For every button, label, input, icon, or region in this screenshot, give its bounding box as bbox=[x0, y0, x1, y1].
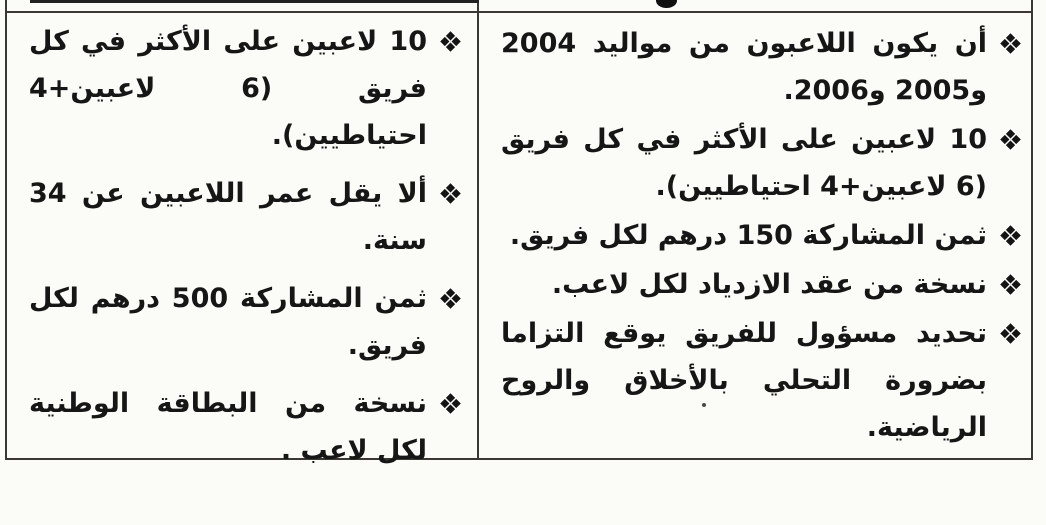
four-diamonds-bullet-icon bbox=[440, 393, 461, 414]
list-item-text: ثمن المشاركة 500 درهم لكل فريق. bbox=[29, 283, 427, 361]
list-item bbox=[29, 380, 463, 474]
list-item bbox=[501, 20, 1023, 114]
list-item-text: 10 لاعبين على الأكثر في كل فريق (6 لاعبين+4 احتياطيين). bbox=[501, 124, 987, 202]
list-item bbox=[501, 261, 1023, 308]
four-diamonds-bullet-icon bbox=[1000, 225, 1021, 246]
four-diamonds-bullet-icon bbox=[1000, 129, 1021, 150]
list-item-text: 10 لاعبين على الأكثر في كل فريق (6 لاعبين+4 احتياطيين). bbox=[29, 26, 427, 151]
list-item-text: ثمن المشاركة 150 درهم لكل فريق. bbox=[509, 220, 987, 251]
list-item bbox=[501, 212, 1023, 259]
left-column bbox=[7, 13, 477, 485]
table-column-divider bbox=[477, 0, 479, 460]
list-item bbox=[29, 275, 463, 369]
list-item-text: تحديد مسؤول للفريق يوقع التزاما بضرورة التحلي بالأخلاق والروح الرياضية. bbox=[501, 318, 987, 443]
four-diamonds-bullet-icon bbox=[1000, 33, 1021, 54]
scan-artifact-letter-remnant bbox=[656, 0, 677, 8]
list-item bbox=[501, 310, 1023, 451]
four-diamonds-bullet-icon bbox=[440, 288, 461, 309]
list-item-text: نسخة من البطاقة الوطنية لكل لاعب . bbox=[29, 388, 427, 466]
list-item bbox=[29, 18, 463, 159]
table-right-border bbox=[1031, 0, 1033, 460]
four-diamonds-bullet-icon bbox=[440, 31, 461, 52]
list-item bbox=[501, 116, 1023, 210]
four-diamonds-bullet-icon bbox=[1000, 323, 1021, 344]
right-column bbox=[481, 13, 1031, 453]
list-item-text: نسخة من عقد الازدياد لكل لاعب. bbox=[551, 269, 987, 300]
scan-artifact-top-streak bbox=[30, 0, 479, 3]
four-diamonds-bullet-icon bbox=[440, 183, 461, 204]
list-item bbox=[29, 170, 463, 264]
four-diamonds-bullet-icon bbox=[1000, 274, 1021, 295]
list-item-text: ألا يقل عمر اللاعبين عن 34 سنة. bbox=[29, 178, 427, 256]
list-item-text: أن يكون اللاعبون من مواليد 2004 و2005 و2006. bbox=[501, 28, 987, 106]
